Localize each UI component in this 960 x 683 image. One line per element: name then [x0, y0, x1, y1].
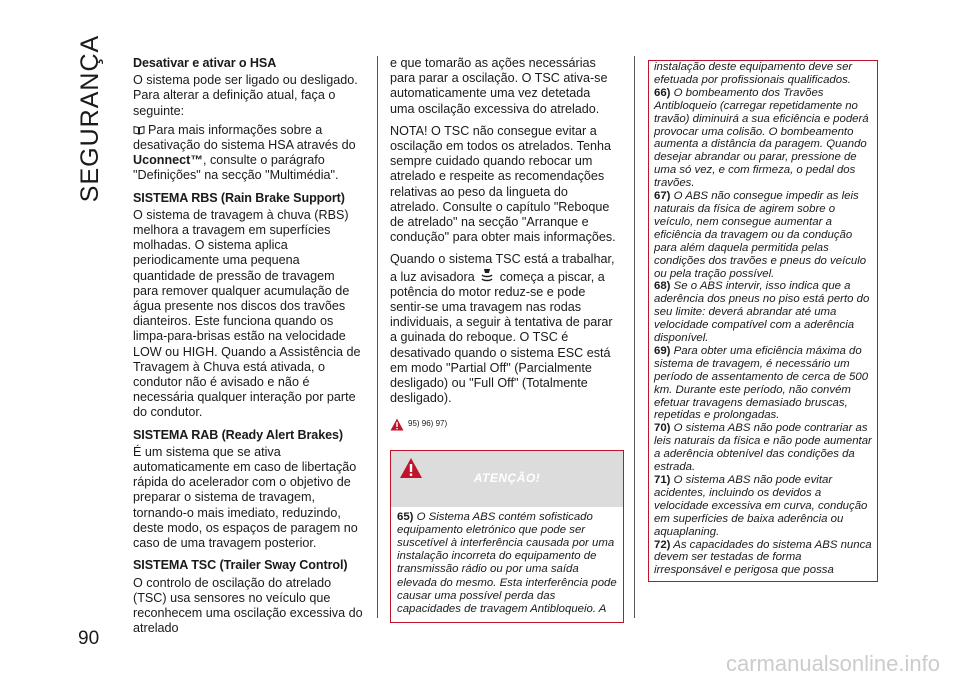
hsa-paragraph: O sistema pode ser ligado ou desligado. Para alterar a definição atual, faça o seguinte:: [133, 73, 358, 118]
tsc-warning-light-paragraph: Quando o sistema TSC está a trabalhar, a luz avisadora começa a piscar, a potência do motor reduz-se e pode sentir-se uma travagem nas rodas individuais, a seguir à tentativa de parar a guinada do reboque. O TSC é desativado quando o sistema ESC está em modo "Partial Off" (Parcialmente desligado) ou "Full Off" (Totalmente desligado).: [390, 252, 615, 406]
hsa-heading: Desativar e ativar o HSA: [133, 56, 277, 70]
trailer-sway-warning-light-icon: [480, 268, 494, 284]
page-number: 90: [78, 628, 100, 649]
warning-header: [391, 451, 623, 507]
column-1: [133, 56, 363, 643]
warning-item: 70) O sistema ABS não pode contrariar as leis naturais da física e não pode aumentar a aderência obtenível das condições da estrada.: [654, 422, 872, 474]
warning-continued-text: instalação deste equipamento deve ser efetuada por profissionais qualificados.: [654, 61, 853, 86]
rbs-heading: SISTEMA RBS (Rain Brake Support): [133, 190, 345, 205]
column-2: [390, 56, 618, 623]
tsc-continued-paragraph: e que tomarão as ações necessárias para parar a oscilação. O TSC ativa-se automaticamente uma vez detetada uma oscilação excessiva do atrelado.: [390, 56, 608, 116]
tsc-paragraph: O controlo de oscilação do atrelado (TSC) usa sensores no veículo que reconhecem uma oscilação excessiva do atrelado: [133, 575, 363, 636]
hsa-info-paragraph: Para mais informações sobre a desativação do sistema HSA através do Uconnect™, consulte o parágrafo "Definições" na secção "Multimédia".: [133, 122, 356, 183]
rab-paragraph: É um sistema que se ativa automaticamente em caso de libertação rápida do acelerador com o objetivo de preparar o sistema de travagem, tornando-o mais imediato, reduzindo, deste modo, os espaços de paragem no caso de uma travagem posterior.: [133, 444, 358, 551]
section-title: SEGURANÇA: [76, 34, 105, 202]
column-divider: [377, 56, 378, 618]
warning-references: 95) 96) 97): [390, 416, 618, 431]
warning-triangle-icon: [390, 418, 404, 431]
watermark: carmanualsonline.info: [725, 651, 940, 676]
warning-triangle-icon: [399, 457, 423, 479]
warning-item: 68) Se o ABS intervir, isso indica que a aderência dos pneus no piso está perto do seu limite: deverá abrandar até uma velocidade compatível com a aderência disponível.: [654, 280, 870, 345]
warning-item: 71) O sistema ABS não pode evitar acidentes, incluindo os devidos a velocidade excessiva em curva, condução em superfícies de baixa aderência ou aquaplaning.: [654, 474, 868, 538]
rab-heading: SISTEMA RAB (Ready Alert Brakes): [133, 427, 344, 442]
warning-box-continued: [648, 60, 878, 582]
warning-item-65: 65) O Sistema ABS contém sofisticado equipamento eletrónico que pode ser suscetível à interferência causada por uma instalação incorreta do equipamento de transmissão rádio ou por uma saída elevada do mesmo. Esta interferência pode causar uma possível perda das capacidades de travagem Antibloqueio. A: [397, 510, 617, 616]
tsc-note-paragraph: NOTA! O TSC não consegue evitar a oscilação em todos os atrelados. Tenha sempre cuidado quando rebocar um atrelado e respeite as recomendações relativas ao peso da lingueta do atrelado. Consulte o capítulo "Reboque de atrelado" na secção "Arranque e condução" para obter mais informações.: [390, 123, 616, 245]
warning-item: 66) O bombeamento dos Travões Antibloqueio (carregar repetidamente no travão) diminuirá a sua eficiência e poderá provocar uma colisão. O bombeamento aumenta a distância da paragem. Quando desejar abrandar ou parar, pressione de uma só vez, e com firmeza, o pedal dos travões.: [654, 86, 869, 190]
rbs-paragraph: O sistema de travagem à chuva (RBS) melhora a travagem em superfícies molhadas. O sistema aplica periodicamente uma pequena quantidade de pressão de travagem para remover qualquer acumulação de água presente nos discos dos travões dianteiros. Este funciona quando os limpa-para-brisas estão na velocidade LOW ou HIGH. Quando a Assistência de Travagem à Chuva está ativada, o condutor não é avisado e não é necessária qualquer interação por parte do condutor.: [133, 207, 361, 420]
book-icon: [133, 125, 145, 135]
warning-item: 69) Para obter uma eficiência máxima do sistema de travagem, é necessário um período de assentamento de cerca de 500 km. Durante este período, não convém efetuar travagens demasiado bruscas, repetidas e prolongadas.: [654, 344, 869, 422]
warning-title: ATENÇÃO!: [473, 471, 541, 486]
warning-box: [390, 450, 624, 624]
column-divider: [634, 56, 635, 618]
uconnect-label: Uconnect™: [133, 153, 203, 168]
column-3: [648, 60, 878, 582]
warning-item: 67) O ABS não consegue impedir as leis naturais da física de agirem sobre o veículo, nem consegue aumentar a eficiência da travagem ou da condução para além daquela permitida pelas condições dos travões e pneus do veículo ou pela tração possível.: [654, 190, 867, 280]
tsc-heading: SISTEMA TSC (Trailer Sway Control): [133, 558, 348, 573]
warning-item: 72) As capacidades do sistema ABS nunca devem ser testadas de forma irresponsável e perigosa que possa: [654, 538, 872, 577]
